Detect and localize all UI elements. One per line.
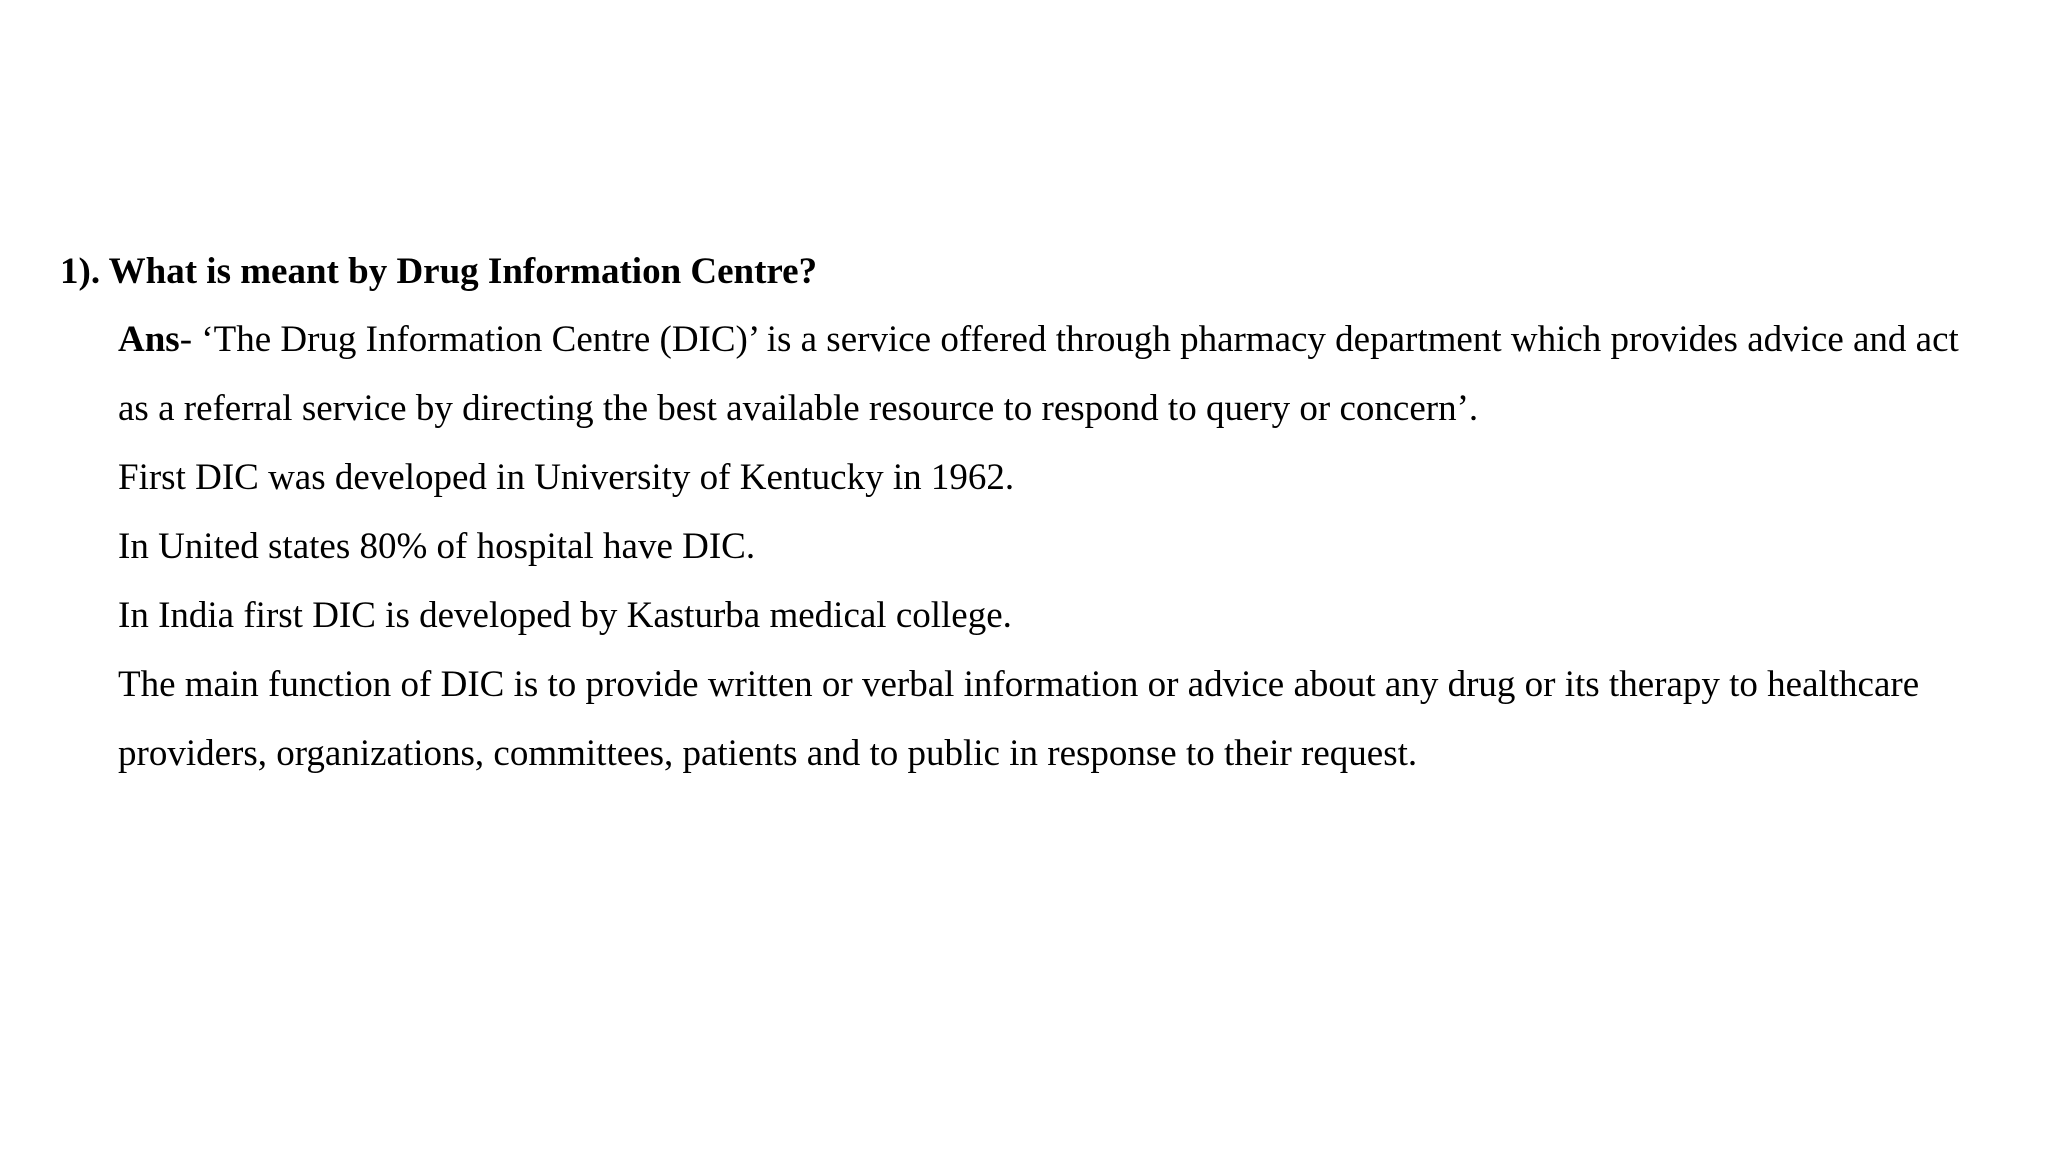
answer-line-1-text: ‘The Drug Information Centre (DIC)’ is a service offered through pharmacy department which provides advice and act	[201, 319, 1959, 360]
question-heading: 1). What is meant by Drug Information Centre?	[60, 251, 818, 292]
answer-line-3: First DIC was developed in University of Kentucky in 1962.	[118, 457, 1015, 498]
answer-line-1	[118, 310, 1959, 370]
answer-separator: -	[179, 319, 202, 360]
answer-line-7: providers, organizations, committees, patients and to public in response to their request.	[118, 733, 1418, 774]
answer-line-4: In United states 80% of hospital have DIC.	[118, 526, 756, 567]
answer-line-5: In India first DIC is developed by Kasturba medical college.	[118, 595, 1012, 636]
answer-line-2: as a referral service by directing the best available resource to respond to query or concern’.	[118, 388, 1479, 429]
answer-line-6: The main function of DIC is to provide written or verbal information or advice about any drug or its therapy to healthcare	[118, 664, 1920, 705]
answer-label: Ans	[118, 319, 180, 360]
